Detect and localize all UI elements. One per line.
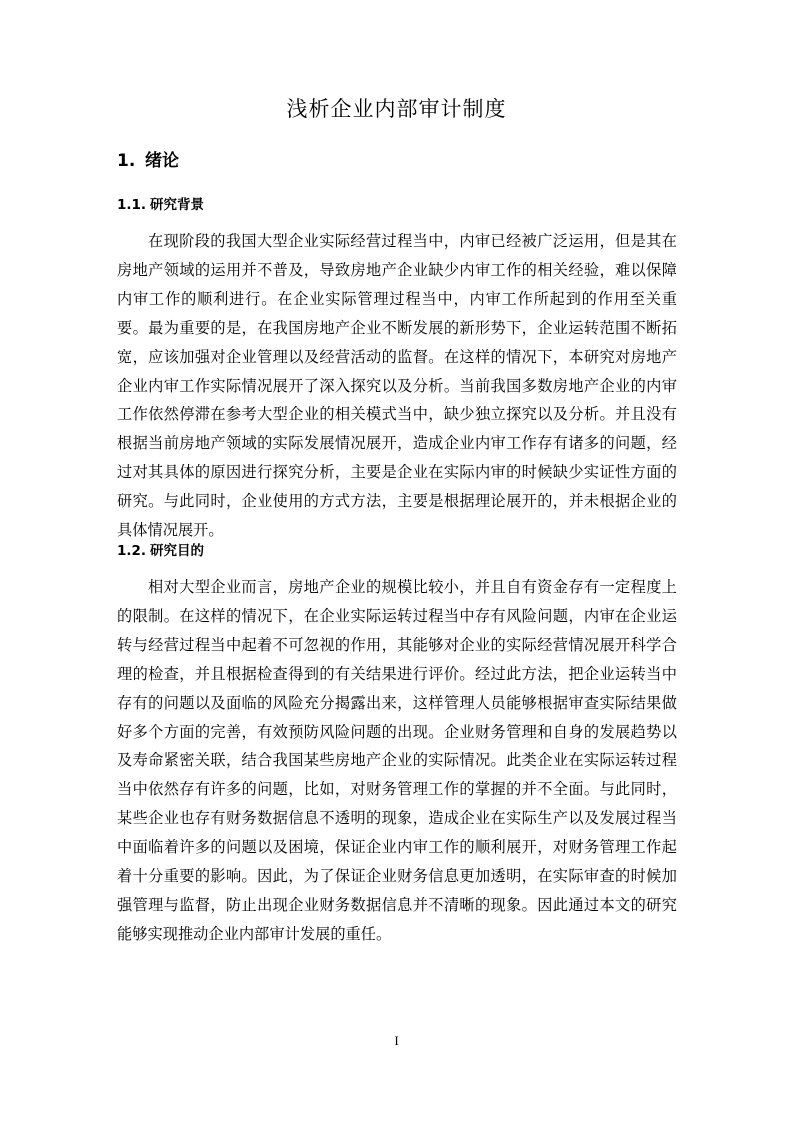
document-title: 浅析企业内部审计制度 xyxy=(286,97,507,121)
subsection-title: 研究目的 xyxy=(150,543,204,559)
subsection-number: 1.1. xyxy=(117,197,147,213)
section-title: 绪论 xyxy=(145,151,179,171)
paragraph-background: 在现阶段的我国大型企业实际经营过程当中，内审已经被广泛运用，但是其在房地产领域的运用并不普及，导致房地产企业缺少内审工作的相关经验，难以保障内审工作的顺利进行。在企业实际管理过程当中，内审工作所起到的作用至关重要。最为重要的是，在我国房地产企业不断发展的新形势下，企业运转范围不断拓宽，应该加强对企业管理以及经营活动的监督。在这样的情况下，本研究对房地产企业内审工作实际情况展开了深入探究以及分析。当前我国多数房地产企业的内审工作依然停滞在参考大型企业的相关模式当中，缺少独立探究以及分析。并且没有根据当前房地产领域的实际发展情况展开，造成企业内审工作存有诸多的问题，经过对其具体的原因进行探究分析，主要是企业在实际内审的时候缺少实证性方面的研究。与此同时，企业使用的方式方法，主要是根据理论展开的，并未根据企业的具体情况展开。 xyxy=(117,232,677,540)
subsection-title: 研究背景 xyxy=(150,197,204,213)
section-heading xyxy=(117,148,179,174)
subsection-number: 1.2. xyxy=(117,543,147,559)
page-number: I xyxy=(394,1033,399,1048)
subsection-heading-purpose xyxy=(117,540,204,562)
paragraph-purpose: 相对大型企业而言，房地产企业的规模比较小，并且自有资金存有一定程度上的限制。在这样的情况下，在企业实际运转过程当中存有风险问题，内审在企业运转与经营过程当中起着不可忽视的作用，其能够对企业的实际经营情况展开科学合理的检查，并且根据检查得到的有关结果进行评价。经过此方法，把企业运转当中存有的问题以及面临的风险充分揭露出来，这样管理人员能够根据审查实际结果做好多个方面的完善，有效预防风险问题的出现。企业财务管理和自身的发展趋势以及寿命紧密关联，结合我国某些房地产企业的实际情况。此类企业在实际运转过程当中依然存有许多的问题，比如，对财务管理工作的掌握的并不全面。与此同时，某些企业也存有财务数据信息不透明的现象，造成企业在实际生产以及发展过程当中面临着许多的问题以及困境，保证企业内审工作的顺利展开，对财务管理工作起着十分重要的影响。因此，为了保证企业财务信息更加透明，在实际审查的时候加强管理与监督，防止出现企业财务数据信息并不清晰的现象。因此通过本文的研究能够实现推动企业内部审计发展的重任。 xyxy=(117,578,677,943)
section-number: 1. xyxy=(117,151,136,171)
subsection-heading-background xyxy=(117,194,204,216)
